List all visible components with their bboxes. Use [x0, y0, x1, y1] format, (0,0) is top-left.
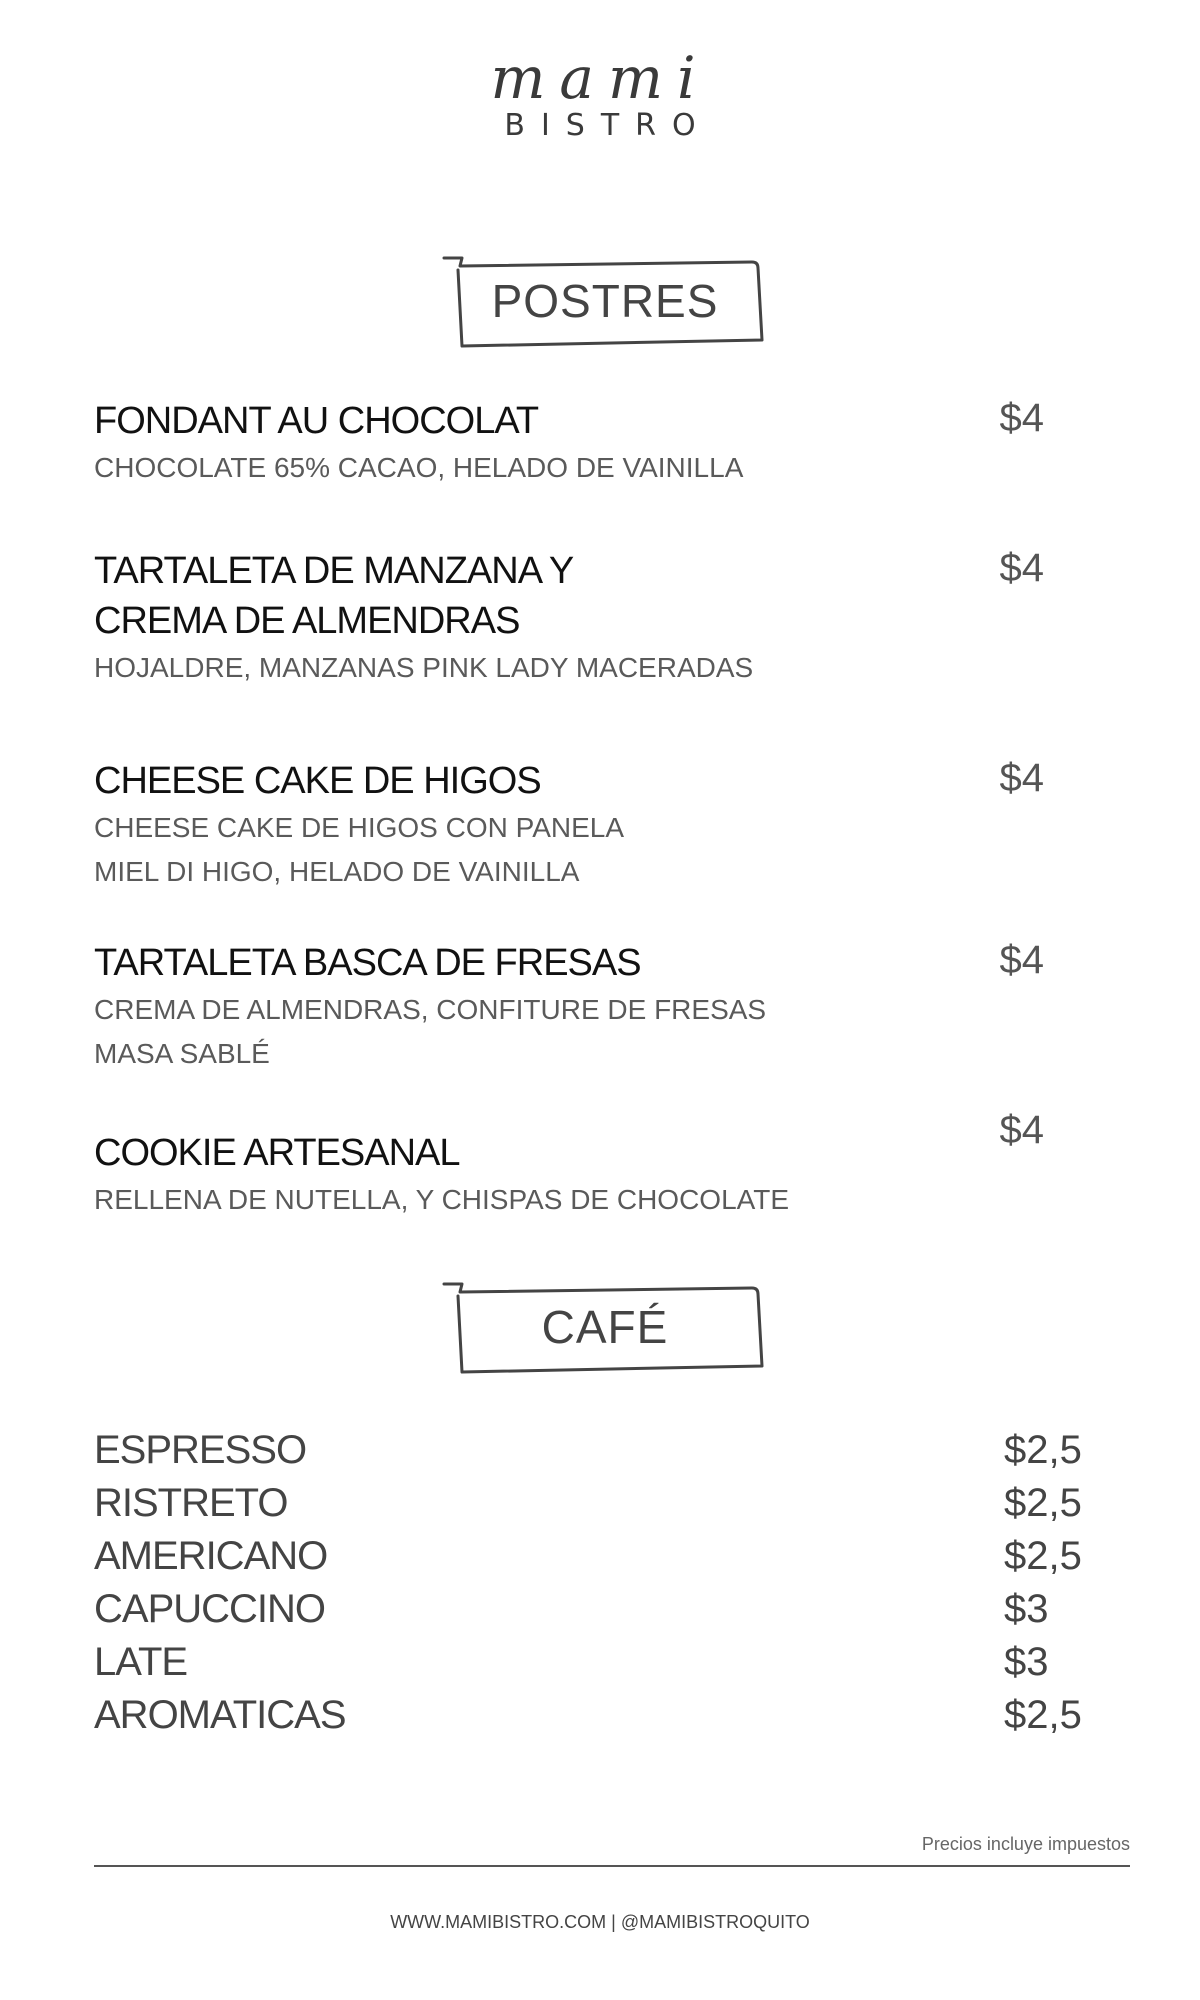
menu-item [94, 756, 1114, 894]
cafe-item-price: $2,5 [1004, 1693, 1082, 1737]
footer-contact: WWW.MAMIBISTRO.COM | @MAMIBISTROQUITO [390, 1912, 810, 1932]
item-name: FONDANT AU CHOCOLAT [94, 400, 539, 442]
logo-subtitle: BISTRO [504, 108, 712, 143]
cafe-item-name: CAPUCCINO [94, 1587, 326, 1631]
item-description: MASA SABLÉ [94, 1038, 270, 1069]
menu-item [94, 546, 1114, 690]
item-description: CHOCOLATE 65% CACAO, HELADO DE VAINILLA [94, 452, 744, 483]
divider [94, 1865, 1130, 1867]
cafe-item-price: $2,5 [1004, 1428, 1082, 1472]
item-price: $4 [999, 938, 1044, 982]
item-description: MIEL DI HIGO, HELADO DE VAINILLA [94, 856, 580, 887]
logo [0, 44, 1200, 143]
cafe-item-name: AROMATICAS [94, 1693, 346, 1737]
cafe-section-header [440, 1282, 770, 1372]
item-name: COOKIE ARTESANAL [94, 1132, 460, 1174]
cafe-list [94, 1428, 1124, 1746]
list-item [94, 1640, 1124, 1693]
cafe-item-price: $2,5 [1004, 1534, 1082, 1578]
cafe-item-price: $3 [1004, 1640, 1049, 1684]
list-item [94, 1481, 1124, 1534]
item-price: $4 [999, 756, 1044, 800]
item-description: CHEESE CAKE DE HIGOS CON PANELA [94, 812, 625, 843]
postres-section-header [440, 256, 770, 346]
item-price: $4 [999, 546, 1044, 590]
item-price: $4 [999, 1108, 1044, 1152]
cafe-item-name: ESPRESSO [94, 1428, 307, 1472]
cafe-item-name: AMERICANO [94, 1534, 328, 1578]
item-price: $4 [999, 396, 1044, 440]
list-item [94, 1587, 1124, 1640]
item-description: HOJALDRE, MANZANAS PINK LADY MACERADAS [94, 652, 754, 683]
item-name: CHEESE CAKE DE HIGOS [94, 760, 541, 802]
item-name: TARTALETA BASCA DE FRESAS [94, 942, 641, 984]
list-item [94, 1428, 1124, 1481]
section-title-cafe: CAFÉ [541, 1301, 669, 1353]
cafe-item-price: $2,5 [1004, 1481, 1082, 1525]
list-item [94, 1534, 1124, 1587]
item-description: CREMA DE ALMENDRAS, CONFITURE DE FRESAS [94, 994, 767, 1025]
logo-script: mami [490, 44, 710, 112]
tax-note: Precios incluye impuestos [921, 1834, 1130, 1854]
menu-item [94, 396, 1114, 490]
cafe-item-name: RISTRETO [94, 1481, 288, 1525]
item-description: RELLENA DE NUTELLA, Y CHISPAS DE CHOCOLATE [94, 1184, 790, 1215]
section-title-postres: POSTRES [491, 275, 719, 327]
list-item [94, 1693, 1124, 1746]
item-name: TARTALETA DE MANZANA Y CREMA DE ALMENDRAS [94, 550, 573, 642]
cafe-item-price: $3 [1004, 1587, 1049, 1631]
menu-item [94, 938, 1114, 1076]
cafe-item-name: LATE [94, 1640, 188, 1684]
menu-item [94, 1108, 1114, 1222]
